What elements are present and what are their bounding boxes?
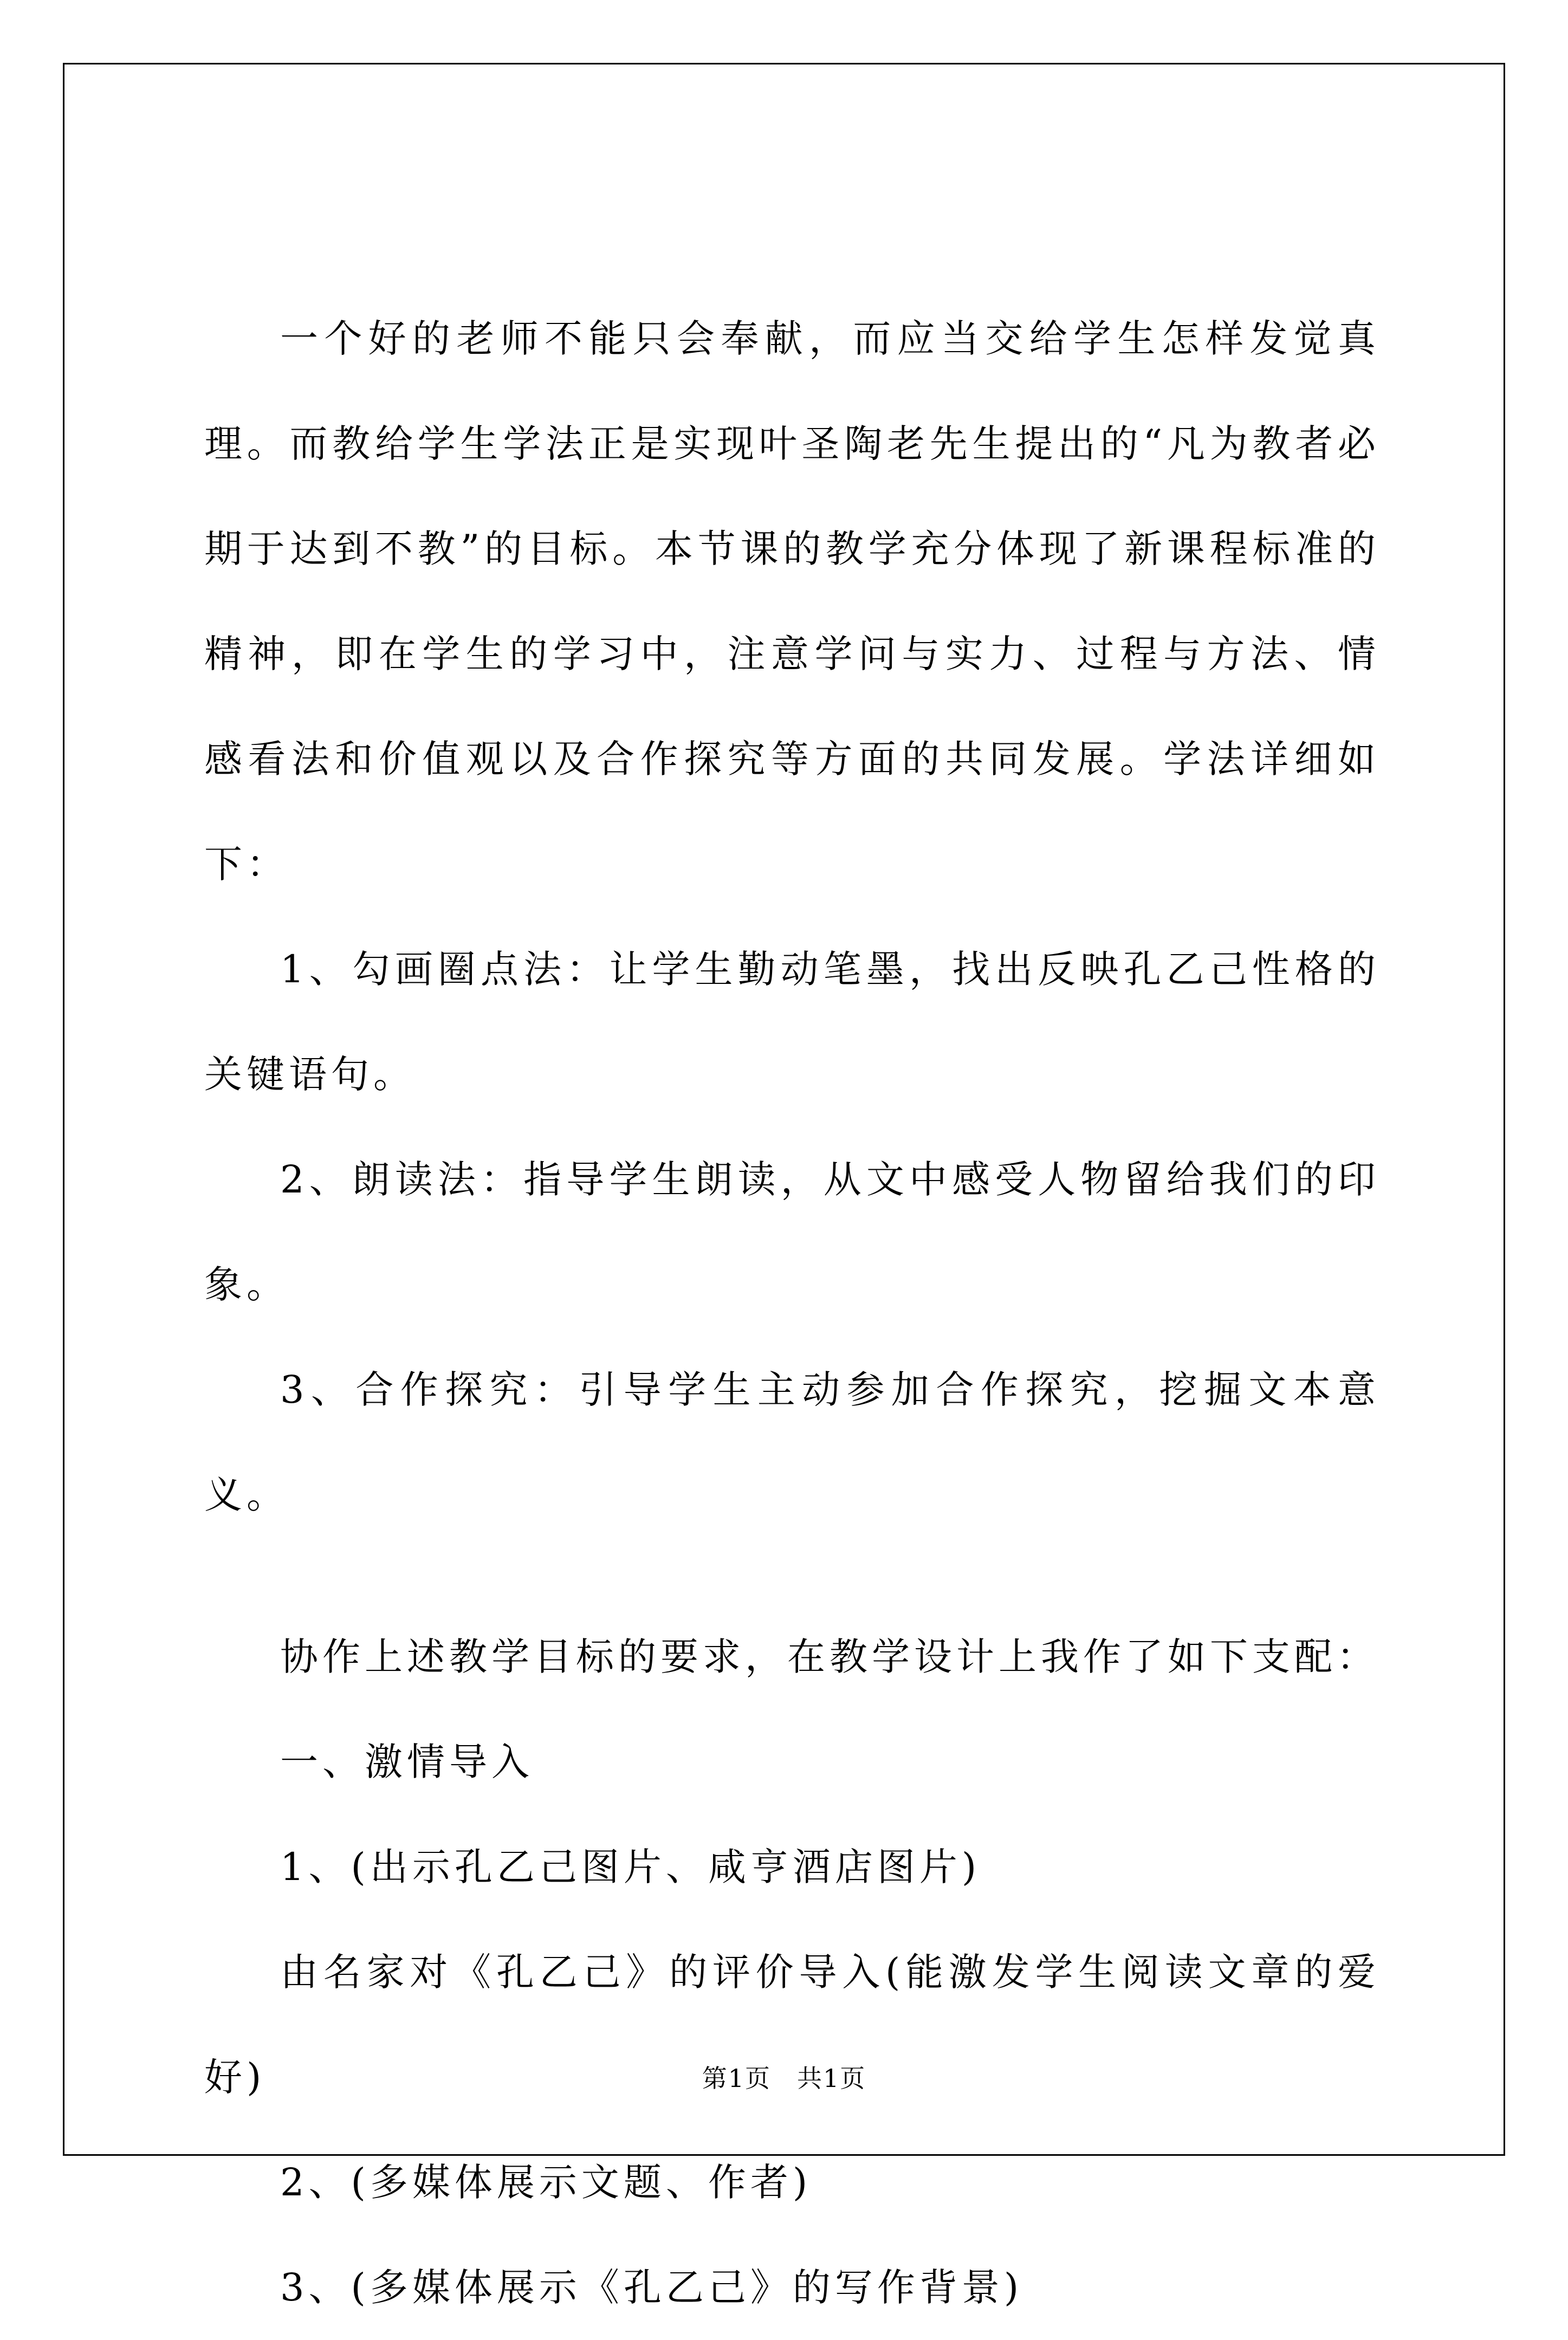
page-number: 第1页 共1页: [702, 2064, 866, 2093]
paragraph-method-2: 2、朗读法：指导学生朗读，从文中感受人物留给我们的印象。: [204, 1157, 1380, 1307]
paragraph-step-1: 1、(出示孔乙己图片、咸亨酒店图片): [280, 1845, 981, 1889]
paragraph-method-1: 1、勾画圈点法：让学生勤动笔墨，找出反映孔乙己性格的关键语句。: [204, 947, 1380, 1097]
paragraph-step-3: 3、(多媒体展示《孔乙己》的写作背景): [280, 2265, 1023, 2310]
paragraph-intro: 一个好的老师不能只会奉献，而应当交给学生怎样发觉真理。而教给学生学法正是实现叶圣陶老先生提出的“凡为教者必期于达到不教”的目标。本节课的教学充分体现了新课程标准的精神，即在学生的学习中，注意学问与实力、过程与方法、情感看法和价值观以及合作探究等方面的共同发展。学法详细如下：: [204, 316, 1380, 886]
paragraph-step-1-detail: 由名家对《孔乙己》的评价导入(能激发学生阅读文章的爱好): [204, 1950, 1380, 2099]
document-body: [204, 286, 1380, 2340]
paragraph-method-3: 3、合作探究：引导学生主动参加合作探究，挖掘文本意义。: [204, 1367, 1380, 1517]
paragraph-plan-intro: 协作上述教学目标的要求，在教学设计上我作了如下支配：: [280, 1635, 1379, 1679]
paragraph-step-2: 2、(多媒体展示文题、作者): [280, 2160, 812, 2205]
section-heading-intro: 一、激情导入: [280, 1740, 534, 1784]
